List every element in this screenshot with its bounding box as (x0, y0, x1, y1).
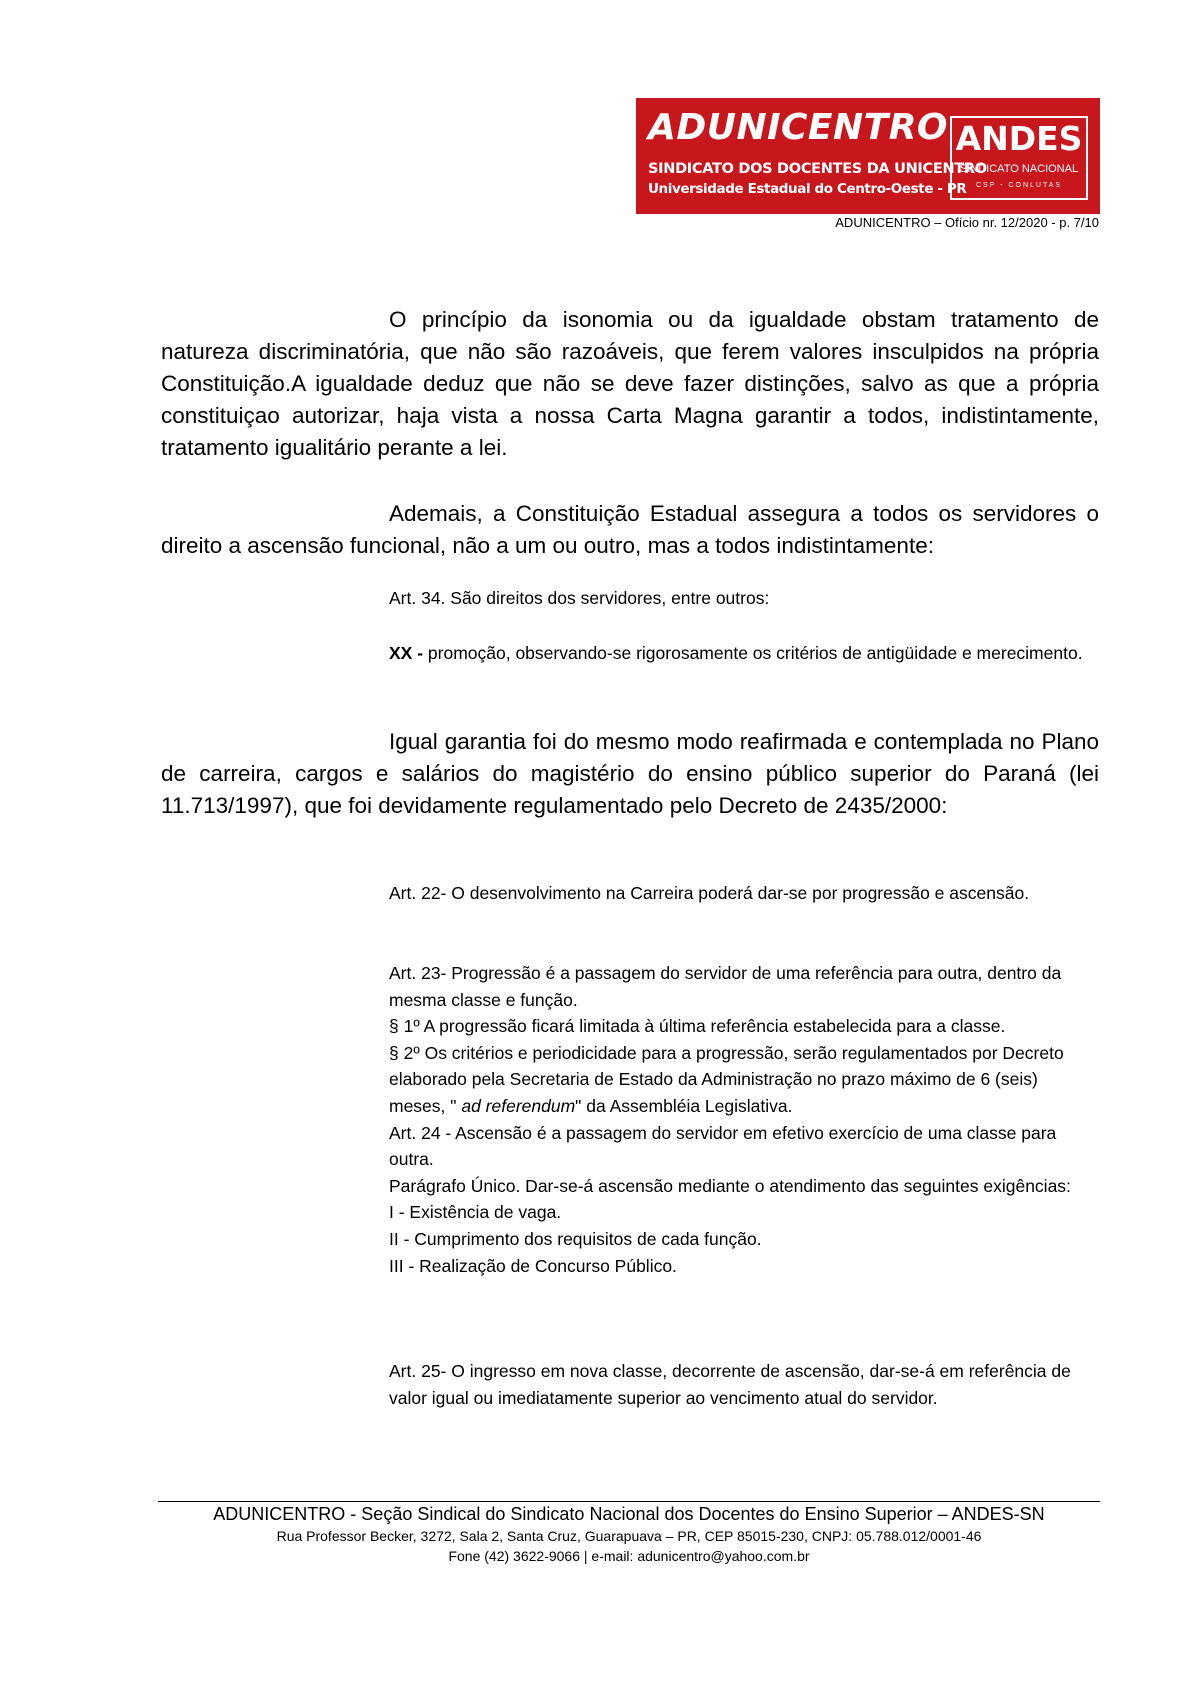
quote-art34: Art. 34. São direitos dos servidores, entre outros: (389, 588, 770, 608)
quote-paragraph-1: § 1º A progressão ficará limitada à última referência estabelecida para a classe. (389, 1016, 1006, 1037)
footer-address: Rua Professor Becker, 3272, Sala 2, Santa Cruz, Guarapuava – PR, CEP 85015-230, CNPJ: 05.788.012/0001-46 (276, 1528, 982, 1544)
andes-logo (950, 116, 1088, 200)
quote-item-2: II - Cumprimento dos requisitos de cada função. (389, 1228, 762, 1249)
andes-affiliation: CSP - CONLUTAS (975, 182, 1063, 189)
quote-art23: Art. 23- Progressão é a passagem do servidor de uma referência para outra, dentro da mesma classe e função. (389, 963, 1062, 1010)
quote-art22: Art. 22- O desenvolvimento na Carreira poderá dar-se por progressão e ascensão. (389, 883, 1030, 903)
quote-art34-xx (389, 640, 1099, 667)
page-reference: ADUNICENTRO – Ofício nr. 12/2020 - p. 7/10 (835, 215, 1099, 230)
logo-university: Universidade Estadual do Centro-Oeste - PR (648, 181, 967, 197)
quote-paragraph-2-pre: § 2º Os critérios e periodicidade para a progressão, serão regulamentados por Decreto elaborado pela Secretaria de Estado da Administração no prazo máximo de 6 (seis) meses, " (389, 1042, 1064, 1116)
paragraph-constituicao-estadual: Ademais, a Constituição Estadual assegura a todos os servidores o direito a ascensão funcional, não a um ou outro, mas a todos indistintamente: (161, 501, 1099, 558)
logo-name: ADUNICENTRO (648, 107, 949, 148)
paragraph-isonomia: O princípio da isonomia ou da igualdade obstam tratamento de natureza discriminatória, que não são razoáveis, que ferem valores insculpidos na própria Constituição.A igualdade deduz que não se deve fazer distinções, salvo as que a própria constituiçao autorizar, haja vista a nossa Carta Magna garantir a todos, indistintamente, tratamento igualitário perante a lei. (161, 307, 1099, 460)
quote-xx-text: promoção, observando-se rigorosamente os critérios de antigüidade e merecimento. (423, 643, 1083, 663)
quote-paragrafo-unico: Parágrafo Único. Dar-se-á ascensão mediante o atendimento das seguintes exigências: (389, 1175, 1071, 1196)
andes-name: ANDES (955, 119, 1083, 158)
paragraph-plano-carreira: Igual garantia foi do mesmo modo reafirmada e contemplada no Plano de carreira, cargos e salários do magistério do ensino público superior do Paraná (lei 11.713/1997), que foi devidamente regulamentado pelo Decreto de 2435/2000: (161, 729, 1099, 818)
logo-subtitle: SINDICATO DOS DOCENTES DA UNICENTRO (648, 161, 987, 177)
adunicentro-andes-logo (636, 98, 1100, 214)
footer-title: ADUNICENTRO - Seção Sindical do Sindicato Nacional dos Docentes do Ensino Superior – ANDES-SN (213, 1504, 1045, 1524)
quote-item-3: III - Realização de Concurso Público. (389, 1255, 677, 1276)
quote-art25: Art. 25- O ingresso em nova classe, decorrente de ascensão, dar-se-á em referência de valor igual ou imediatamente superior ao vencimento atual do servidor. (389, 1361, 1071, 1408)
quote-ad-referendum: ad referendum (461, 1095, 576, 1116)
quote-item-1: I - Existência de vaga. (389, 1202, 562, 1223)
quote-art24: Art. 24 - Ascensão é a passagem do servidor em efetivo exercício de uma classe para outra. (389, 1122, 1057, 1170)
andes-subtitle: SINDICATO NACIONAL (959, 163, 1079, 175)
quote-paragraph-2-post: " da Assembléia Legislativa. (575, 1095, 793, 1116)
quote-art23-block (389, 960, 1099, 1279)
quote-paragraph-2 (389, 1040, 1099, 1120)
footer-contact: Fone (42) 3622-9066 | e-mail: adunicentro@yahoo.com.br (448, 1548, 810, 1564)
quote-xx-label: XX - (389, 643, 424, 663)
